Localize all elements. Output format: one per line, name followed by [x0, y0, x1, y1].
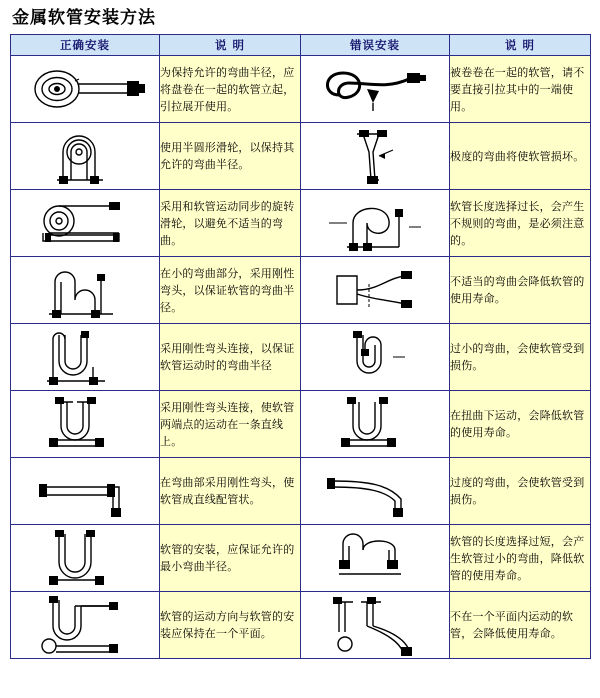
row-correct-text: 采用和软管运动同步的旋转滑轮，以避免不适当的弯曲。 [160, 190, 301, 257]
rigid-elbow-connection-figure [11, 324, 160, 391]
row-wrong-text: 被卷卷在一起的软管，请不要直接引拉其中的一端使用。 [450, 56, 591, 123]
header-correct-install: 正确安装 [11, 35, 160, 56]
row-correct-text: 软管的安装，应保证允许的最小弯曲半径。 [160, 525, 301, 592]
table-row [11, 391, 591, 458]
table-row [11, 592, 591, 659]
row-correct-text: 软管的运动方向与软管的安装应保持在一个平面。 [160, 592, 301, 659]
row-wrong-text: 过小的弯曲，会使软管受到损伤。 [450, 324, 591, 391]
straight-line-motion-elbow-figure [11, 391, 160, 458]
row-correct-text: 在小的弯曲部分，采用刚性弯头，以保证软管的弯曲半径。 [160, 257, 301, 324]
row-wrong-text: 在扭曲下运动，会降低软管的使用寿命。 [450, 391, 591, 458]
row-wrong-text: 极度的弯曲将使软管损坏。 [450, 123, 591, 190]
table-row [11, 458, 591, 525]
table-row [11, 190, 591, 257]
table-row [11, 525, 591, 592]
header-wrong-description: 说 明 [450, 35, 591, 56]
too-small-bend-damage-figure [301, 324, 450, 391]
row-wrong-text: 过度的弯曲，会使软管受到损伤。 [450, 458, 591, 525]
row-correct-text: 使用半圆形滑轮，以保持其允许的弯曲半径。 [160, 123, 301, 190]
row-wrong-text: 不在一个平面内运动的软管，会降低使用寿命。 [450, 592, 591, 659]
header-correct-description: 说 明 [160, 35, 301, 56]
semicircular-guide-pulley-figure [11, 123, 160, 190]
table-row [11, 56, 591, 123]
out-of-plane-motion-figure [301, 592, 450, 659]
header-wrong-install: 错误安装 [301, 35, 450, 56]
table-row [11, 123, 591, 190]
same-plane-motion-figure [11, 592, 160, 659]
sharp-bend-over-edge-figure [301, 123, 450, 190]
row-correct-text: 在弯曲部采用刚性弯头，使软管成直线配管状。 [160, 458, 301, 525]
hose-installation-table [10, 34, 591, 659]
improper-bend-shortens-life-figure [301, 257, 450, 324]
rotating-pulley-synchronized-figure [11, 190, 160, 257]
table-header-row [11, 35, 591, 56]
excess-length-irregular-bend-figure [301, 190, 450, 257]
straight-pipe-with-elbow-figure [11, 458, 160, 525]
row-correct-text: 采用刚性弯头连接，以保证软管运动时的弯曲半径 [160, 324, 301, 391]
row-wrong-text: 软管的长度选择过短，会产生软管过小的弯曲，降低软管的使用寿命。 [450, 525, 591, 592]
table-row [11, 324, 591, 391]
rigid-elbow-small-bend-figure [11, 257, 160, 324]
torsion-motion-figure [301, 391, 450, 458]
table-row [11, 257, 591, 324]
row-correct-text: 采用刚性弯头连接，使软管两端点的运动在一条直线上。 [160, 391, 301, 458]
coiled-hose-pulled-figure [301, 56, 450, 123]
row-wrong-text: 软管长度选择过长，会产生不规则的弯曲，是必须注意的。 [450, 190, 591, 257]
row-wrong-text: 不适当的弯曲会降低软管的使用寿命。 [450, 257, 591, 324]
too-long-hose-small-bend-figure [301, 525, 450, 592]
row-correct-text: 为保持允许的弯曲半径，应将盘卷在一起的软管立起，引拉展开使用。 [160, 56, 301, 123]
minimum-bend-radius-install-figure [11, 525, 160, 592]
over-bending-damage-figure [301, 458, 450, 525]
page-title: 金属软管安装方法 [12, 8, 156, 28]
coiled-hose-upright-figure [11, 56, 160, 123]
